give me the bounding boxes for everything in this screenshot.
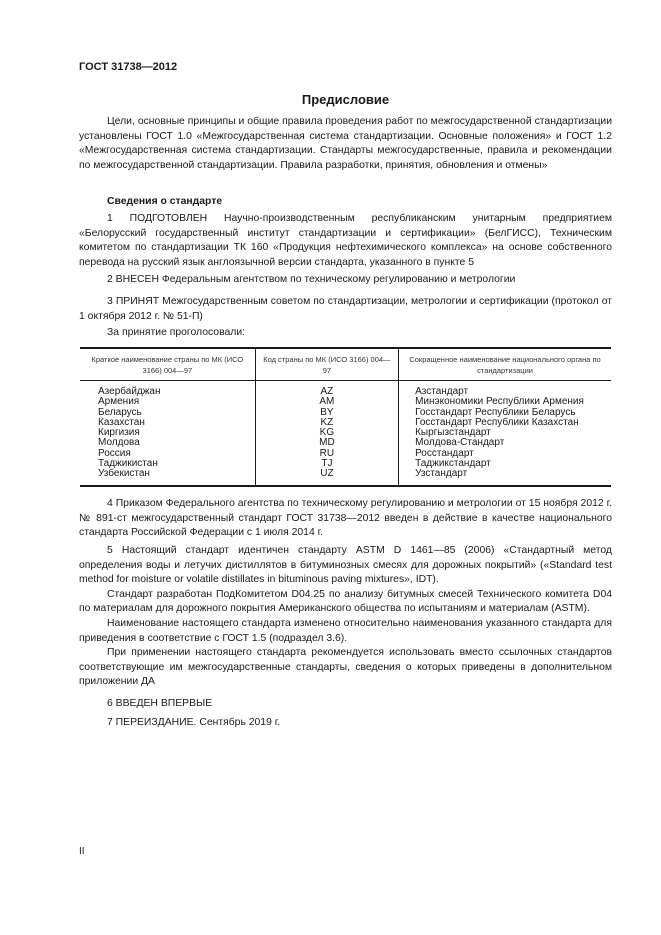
table-header-row (80, 348, 611, 381)
item-7: 7 ПЕРЕИЗДАНИЕ. Сентябрь 2019 г. (107, 717, 281, 728)
table-cell-code: RU (255, 449, 398, 459)
voting-table (80, 347, 611, 487)
table-header-code: Код страны по МК (ИСО 3166) 004—97 (255, 348, 398, 381)
table-cell-body: Госстандарт Республики Беларусь (415, 406, 576, 418)
table-cell-body: Азстандарт (415, 386, 469, 397)
table-cell-country: Казахстан (98, 416, 145, 428)
table-cell-country: Армения (98, 396, 140, 408)
table-header-country: Краткое наименование страны по МК (ИСО 3166) 004—97 (80, 348, 255, 381)
item-7-block (79, 716, 612, 731)
table-cell-code: BY (255, 408, 398, 418)
table-cell-country: Молдова (98, 437, 140, 449)
item-1-block (79, 212, 612, 270)
item-4-block (79, 497, 612, 541)
table-row (80, 449, 611, 459)
section-title: Предисловие (301, 92, 390, 107)
item-5-main: 5 Настоящий стандарт идентичен стандарту ASTM D 1461—85 (2006) «Стандартный метод определения воды и летучих дистиллятов в битуминозных смесях для дорожных покрытий» («Standard test method for moisture or volatile distillates in bituminous paving mixtures», IDT). (79, 545, 612, 586)
table-cell-code: MD (255, 438, 398, 448)
item-5-title-change: Наименование настоящего стандарта изменено относительно наименования указанного стандарта для приведения в соответствие с ГОСТ 1.5 (подраздел 3.6). (79, 617, 612, 644)
table-cell-body: Кыргызстандарт (415, 427, 491, 439)
intro-paragraph: Цели, основные принципы и общие правила проведения работ по межгосударственной стандартизации установлены ГОСТ 1.0 «Межгосударственная система стандартизации. Основные положения» и ГОСТ 1.2 «Межгосударственная система стандартизации. Стандарты межгосударственные, правила и рекомендации по межгосударственной стандартизации. Правила разработки, принятия, обновления и отмены» (79, 116, 612, 171)
intro-block (79, 115, 612, 173)
table-cell-code: KZ (255, 418, 398, 428)
table-row (80, 428, 611, 438)
table-cell-country: Беларусь (98, 406, 142, 418)
item-5-references: При применении настоящего стандарта рекомендуется использовать вместо ссылочных стандартов соответствующие им межгосударственные стандарты, сведения о которых приведены в дополнительном приложении ДА (79, 647, 612, 688)
table-cell-country: Узбекистан (98, 468, 150, 480)
table-cell-body: Узстандарт (415, 468, 468, 480)
table-row (80, 459, 611, 469)
table-cell-country: Россия (98, 447, 131, 459)
table-cell-country: Азербайджан (98, 386, 161, 397)
table-cell-body: Госстандарт Республики Казахстан (415, 416, 579, 428)
item-6: 6 ВВЕДЕН ВПЕРВЫЕ (107, 698, 213, 709)
table-cell-body: Росстандарт (415, 447, 474, 459)
subheading: Сведения о стандарте (107, 196, 223, 207)
table-cell-body: Минэкономики Республики Армения (415, 396, 584, 408)
table-row (80, 381, 611, 398)
table-cell-country: Таджикистан (98, 458, 158, 470)
item-4: 4 Приказом Федерального агентства по техническому регулированию и метрологии от 15 ноября 2012 г. № 891-ст межгосударственный стандарт ГОСТ 31738—2012 введен в действие в качестве национального стандарта Российской Федерации с 1 июля 2014 г. (79, 498, 612, 539)
item-6-block (79, 697, 612, 712)
item-3: 3 ПРИНЯТ Межгосударственным советом по стандартизации, метрологии и сертификации (протокол от 1 октября 2012 г. № 51-П) (79, 296, 612, 322)
vote-intro-block (79, 326, 612, 341)
table-cell-code: AZ (255, 381, 398, 398)
vote-intro: За принятие проголосовали: (107, 327, 246, 338)
page-number: II (79, 846, 85, 857)
table-cell-country: Киргизия (98, 427, 140, 439)
item-3-block (79, 295, 612, 324)
item-2: 2 ВНЕСЕН Федеральным агентством по техническому регулированию и метрологии (107, 274, 516, 285)
table-row (80, 418, 611, 428)
table-row (80, 469, 611, 485)
table-cell-code: AM (255, 397, 398, 407)
item-5-block (79, 544, 612, 690)
table-header-body: Сокращенное наименование национального органа по стандартизации (399, 348, 611, 381)
table-cell-code: UZ (255, 469, 398, 485)
table-cell-code: KG (255, 428, 398, 438)
table-cell-code: TJ (255, 459, 398, 469)
document-header: ГОСТ 31738—2012 (79, 61, 178, 73)
table-cell-body: Таджикстандарт (415, 458, 491, 470)
table-row (80, 438, 611, 448)
item-5-developer: Стандарт разработан ПодКомитетом D04.25 по анализу битумных смесей Технического комитета D04 по материалам для дорожного покрытия Американского общества по испытаниям и материалам (ASTM). (79, 588, 612, 615)
item-2-block (79, 273, 612, 288)
table-cell-body: Молдова-Стандарт (415, 437, 505, 449)
item-1: 1 ПОДГОТОВЛЕН Научно-производственным республиканским унитарным предприятием «Белорусский государственный институт стандартизации и сертификации» (БелГИСС), Техническим комитетом по стандартизации ТК 160 «Продукция нефтехимического комплекса» на основе собственного перевода на русский язык англоязычной версии стандарта, указанного в пункте 5 (79, 213, 612, 268)
